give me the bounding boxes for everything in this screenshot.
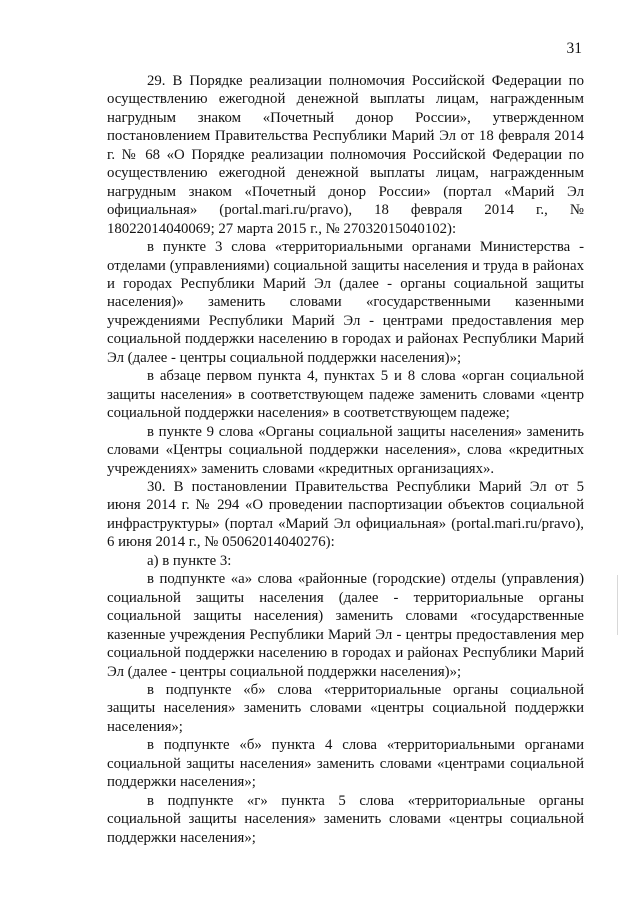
document-body [107,72,584,847]
scan-edge-mark [617,575,618,635]
paragraph-30-point-5-subitem-g: в подпункте «г» пункта 5 слова «территориальные органы социальной защиты населения» заменить словами «центры социальной поддержки населения»; [107,792,584,846]
paragraph-30-subitem-b: в подпункте «б» слова «территориальные органы социальной защиты населения» заменить словами «центры социальной поддержки населения»; [107,681,584,735]
paragraph-29-point-9: в пункте 9 слова «Органы социальной защиты населения» заменить словами «Центры социальной поддержки населения», слова «кредитных учреждениях» заменить словами «кредитных организациях». [107,423,584,477]
paragraph-29: 29. В Порядке реализации полномочия Российской Федерации по осуществлению ежегодной денежной выплаты лицам, награжденным нагрудным знаком «Почетный донор России», утвержденном постановлением Правительства Республики Марий Эл от 18 февраля 2014 г. № 68 «О Порядке реализации полномочия Российской Федерации по осуществлению ежегодной денежной выплаты лицам, награжденным нагрудным знаком «Почетный донор России» (портал «Марий Эл официальная» (portal.mari.ru/pravo), 18 февраля 2014 г., № 18022014040069; 27 марта 2015 г., № 27032015040102): [107,73,584,237]
paragraph-30: 30. В постановлении Правительства Республики Марий Эл от 5 июня 2014 г. № 294 «О проведении паспортизации объектов социальной инфраструктуры» (портал «Марий Эл официальная» (portal.mari.ru/pravo), 6 июня 2014 г., № 05062014040276): [107,478,584,551]
page-number: 31 [566,40,582,57]
paragraph-29-points-4-5-8: в абзаце первом пункта 4, пунктах 5 и 8 слова «орган социальной защиты населения» в соответствующем падеже заменить словами «центр социальной поддержки населения» в соответствующем падеже; [107,368,584,422]
paragraph-30-item-a: а) в пункте 3: [147,552,232,569]
paragraph-29-point-3: в пункте 3 слова «территориальными органами Министерства - отделами (управлениями) социальной защиты населения и труда в районах и городах Республики Марий Эл (далее - органы социальной защиты населения)» заменить словами «государственными казенными учреждениями Республики Марий Эл - центрами предоставления мер социальной поддержки населению в городах и районах Республики Марий Эл (далее - центры социальной поддержки населения)»; [107,239,584,366]
paragraph-30-point-4-subitem-b: в подпункте «б» пункта 4 слова «территориальными органами социальной защиты населения» заменить словами «центрами социальной поддержки населения»; [107,737,584,791]
paragraph-30-subitem-a: в подпункте «а» слова «районные (городские) отделы (управления) социальной защиты населения (далее - территориальные органы социальной защиты населения) заменить словами «государственные казенные учреждения Республики Марий Эл - центры предоставления мер социальной поддержки населению в городах и районах Республики Марий Эл (далее - центры социальной поддержки населения)»; [107,571,584,680]
